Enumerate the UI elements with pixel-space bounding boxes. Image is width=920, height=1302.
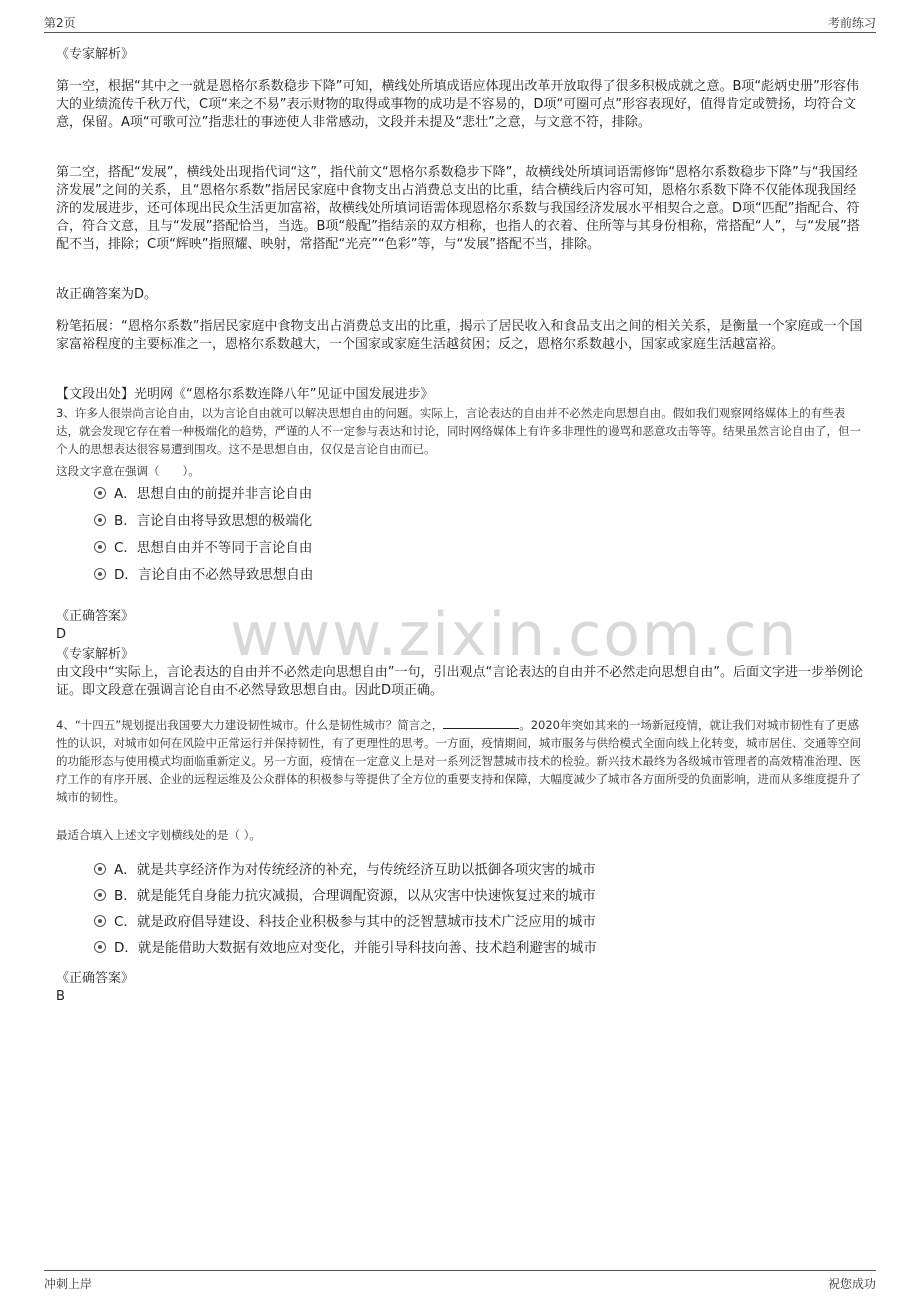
q4-question: 最适合填入上述文字划横线处的是（ ）。 [56,828,261,842]
page-header [44,10,876,33]
q4-option-b[interactable]: B．就是能凭自身能力抗灾减损，合理调配资源，以从灾害中快速恢复过来的城市 [94,886,596,906]
radio-icon[interactable] [94,541,106,553]
page-number: 第2页 [44,16,76,30]
q3-option-b[interactable]: B．言论自由将导致思想的极端化 [94,511,312,531]
radio-icon[interactable] [94,941,106,953]
radio-icon[interactable] [94,863,106,875]
watermark: www.zixin.com.cn [230,600,799,670]
q4-option-c[interactable]: C．就是政府倡导建设、科技企业积极参与其中的泛智慧城市技术广泛应用的城市 [94,912,596,932]
radio-icon[interactable] [94,514,106,526]
q4-option-d[interactable]: D．就是能借助大数据有效地应对变化，并能引导科技向善、技术趋利避害的城市 [94,938,597,958]
q2-analysis-para1: 第一空，根据“其中之一就是恩格尔系数稳步下降”可知，横线处所填成语应体现出改革开放取得了很多积极成就之意。B项“彪炳史册”形容伟大的业绩流传千秋万代，C项“来之不易”表示财物的取得或事物的成功是不容易的，D项“可圈可点”形容表现好，值得肯定或赞扬，均符合文意，保留。A项“可歌可泣”指悲壮的事迹使人非常感动，文段并未提及“悲壮”之意，与文意不符，排除。 [56,79,859,130]
footer-left: 冲刺上岸 [44,1277,93,1291]
radio-icon[interactable] [94,889,106,901]
q3-analysis: 由文段中“实际上，言论表达的自由并不必然走向思想自由”一句，引出观点“言论表达的自由并不必然走向思想自由”。后面文字进一步举例论证。即文段意在强调言论自由不必然导致思想自由。因此D项正确。 [56,665,863,698]
header-title: 考前练习 [827,16,876,30]
q2-analysis-title: 《专家解析》 [56,47,135,62]
q4-answer: B [56,989,65,1004]
page-footer [44,1270,876,1297]
q4-answer-title: 《正确答案》 [56,971,135,986]
footer-right: 祝您成功 [827,1277,876,1291]
q3-option-d[interactable]: D．言论自由不必然导致思想自由 [94,565,313,585]
radio-icon[interactable] [94,487,106,499]
q3-answer-title: 《正确答案》 [56,609,135,624]
blank-line [443,716,519,729]
q2-source: 【文段出处】光明网《“恩格尔系数连降八年”见证中国发展进步》 [56,387,434,402]
q2-analysis-para2: 第二空，搭配“发展”，横线处出现指代词“这”，指代前文“恩格尔系数稳步下降”，故横线处所填词语需修饰“恩格尔系数稳步下降”与“我国经济发展”之间的关系，且“恩格尔系数”指居民家庭中食物支出占消费总支出的比重，结合横线后内容可知，恩格尔系数下降不仅能体现我国经济的发展进步，还可体现出民众生活更加富裕，故横线处所填词语需体现恩格尔系数与我国经济发展水平相契合之意。D项“匹配”指配合、符合，符合文意，且与“发展”搭配恰当，当选。B项“般配”指结亲的双方相称，也指人的衣着、住所等与其身份相称，常搭配“人”，与“发展”搭配不当，排除；C项“辉映”指照耀、映射，常搭配“光亮”“色彩”等，与“发展”搭配不当，排除。 [56,165,860,252]
q4-option-a[interactable]: A．就是共享经济作为对传统经济的补充，与传统经济互助以抵御各项灾害的城市 [94,860,596,880]
q4-stem: 4、“十四五”规划提出我国要大力建设韧性城市。什么是韧性城市？简言之， 。2020年突如其来的一场新冠疫情，就让我们对城市韧性有了更感性的认识，对城市如何在风险中正常运行并保持韧性，有了更理性的思考。一方面，疫情期间，城市服务与供给模式全面向线上化转变，城市居住、交通等空间的功能形态与使用模式均面临重新定义。另一方面，疫情在一定意义上是对一系列泛智慧城市技术的检验。新兴技术最终为各级城市管理者的高效精准治理、医疗工作的有序开展、企业的远程运维及公众群体的积极参与等提供了全方位的重要支持和保障，大幅度减少了城市各方面所受的负面影响，进而从多维度提升了城市的韧性。 [56,718,861,804]
q3-answer: D [56,627,67,642]
radio-icon[interactable] [94,915,106,927]
q3-option-c[interactable]: C．思想自由并不等同于言论自由 [94,538,312,558]
q2-extension: 粉笔拓展：“恩格尔系数”指居民家庭中食物支出占消费总支出的比重，揭示了居民收入和食品支出之间的相关关系，是衡量一个家庭或一个国家富裕程度的主要标准之一，恩格尔系数越大，一个国家或家庭生活越贫困；反之，恩格尔系数越小，国家或家庭生活越富裕。 [56,319,863,352]
q3-stem: 3、许多人很崇尚言论自由，以为言论自由就可以解决思想自由的问题。实际上，言论表达的自由并不必然走向思想自由。假如我们观察网络媒体上的有些表达，就会发现它存在着一种极端化的趋势，严谨的人不一定参与表达和讨论，同时网络媒体上有许多非理性的谩骂和恶意攻击等等。结果虽然言论自由了，但一个人的思想表达很容易遭到围攻。这不是思想自由，仅仅是言论自由而已。 [56,406,861,456]
q3-analysis-title: 《专家解析》 [56,647,135,662]
radio-icon[interactable] [94,568,106,580]
q2-conclusion: 故正确答案为D。 [56,287,158,302]
q3-question: 这段文字意在强调（ ）。 [56,464,200,478]
q3-option-a[interactable]: A．思想自由的前提并非言论自由 [94,484,312,504]
